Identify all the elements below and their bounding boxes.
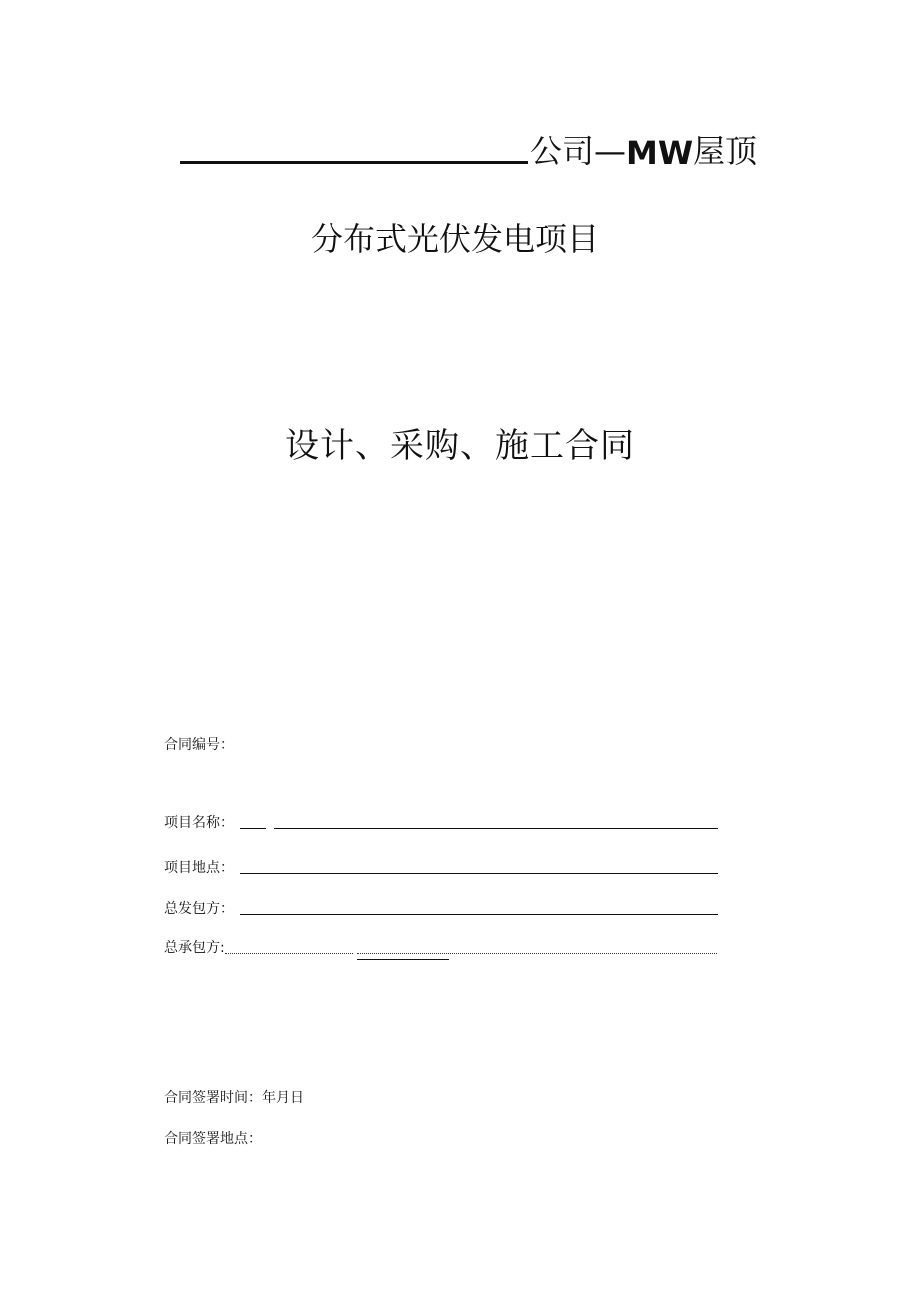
project-name-label: 项目名称： (164, 815, 234, 831)
project-location-label: 项目地点： (164, 860, 234, 876)
employer-field (164, 898, 718, 918)
contractor-label: 总承包方: (164, 940, 225, 956)
roof-text: 屋顶 (693, 132, 758, 170)
contract-number-label: 合同编号： (164, 737, 234, 753)
project-location-field (164, 857, 718, 877)
company-suffix: 公司— (530, 132, 627, 170)
capacity-unit: MW (626, 134, 694, 172)
company-name-blank (180, 161, 528, 164)
sign-time-value: 年月日 (262, 1090, 304, 1106)
project-location-blank (240, 872, 718, 874)
sign-place-label: 合同签署地点： (164, 1131, 262, 1147)
employer-label: 总发包方： (164, 901, 234, 917)
contractor-dotted-right (357, 952, 717, 954)
project-name-blank (274, 827, 718, 829)
contractor-field (164, 937, 717, 957)
project-name-field (164, 812, 718, 832)
contract-number-field (164, 734, 234, 754)
contractor-underline-segment (357, 959, 449, 960)
cover-title-line1 (180, 122, 757, 172)
sign-place-field (164, 1128, 262, 1148)
sign-time-label: 合同签署时间： (164, 1090, 262, 1106)
contract-type-title: 设计、采购、施工合同 (285, 426, 635, 466)
employer-blank (240, 913, 718, 915)
cover-title-line2: 分布式光伏发电项目 (310, 220, 599, 258)
project-name-blank-short (240, 827, 266, 829)
contractor-dotted-left (225, 952, 353, 954)
contractor-blank (225, 941, 717, 957)
sign-time-field (164, 1087, 304, 1107)
